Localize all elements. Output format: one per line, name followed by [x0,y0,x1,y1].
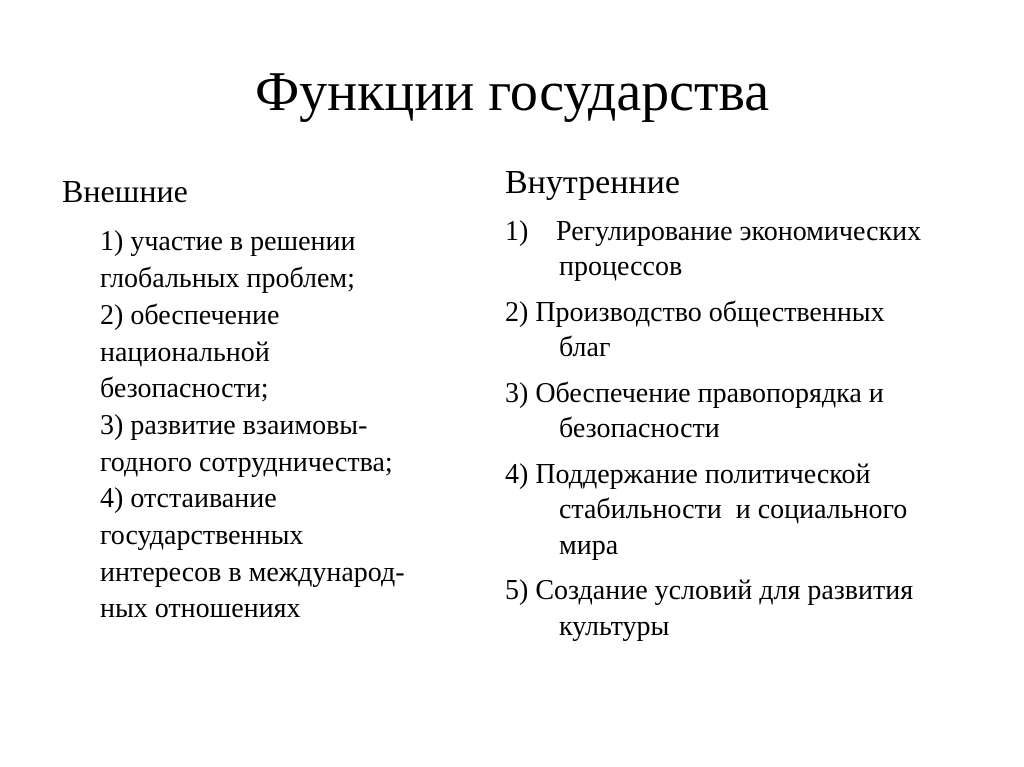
external-line: национальной [100,336,270,368]
internal-functions-column [505,163,1017,654]
item-number: 3) [505,377,529,409]
item-number: 5) [505,575,529,607]
external-line: интересов в международ- [100,556,405,588]
internal-item-2 [505,295,1017,366]
external-line: безопасности; [100,373,269,405]
slide-title: Функции государства [254,61,770,123]
external-line: годного сотрудничества; [100,446,393,478]
internal-item-3 [505,376,1017,447]
item-number: 2) [505,296,529,328]
internal-heading: Внутренние [505,164,680,201]
external-line: государственных [100,520,304,552]
item-text: Создание условий для развития [535,575,914,607]
item-number: 4) [505,458,529,490]
external-line: 2) обеспечение [100,299,280,331]
item-text: Обеспечение правопорядка и [535,377,884,409]
internal-functions-list [505,214,1017,645]
external-line: ных отношениях [100,593,301,625]
item-continuation: культуры [559,610,670,642]
internal-item-4 [505,457,1017,564]
item-text: Производство общественных [535,296,885,328]
internal-item-1 [505,214,1017,285]
external-line: глобальных проблем; [100,263,355,295]
external-functions-column [62,172,492,628]
item-number: 1) [505,215,529,247]
internal-item-5 [505,573,1017,644]
item-continuation: благ [559,332,611,364]
external-line: 4) отстаивание [100,483,277,515]
external-functions-list [62,224,492,628]
item-continuation: безопасности [559,413,720,445]
item-continuation: процессов [559,251,683,283]
external-line: 3) развитие взаимовы- [100,409,368,441]
external-heading: Внешние [62,173,188,209]
item-continuation: стабильности и социального [559,494,908,526]
item-text: Регулирование экономических [556,215,922,247]
item-continuation: мира [559,529,619,561]
item-text: Поддержание политической [535,458,871,490]
external-line: 1) участие в решении [100,226,356,258]
